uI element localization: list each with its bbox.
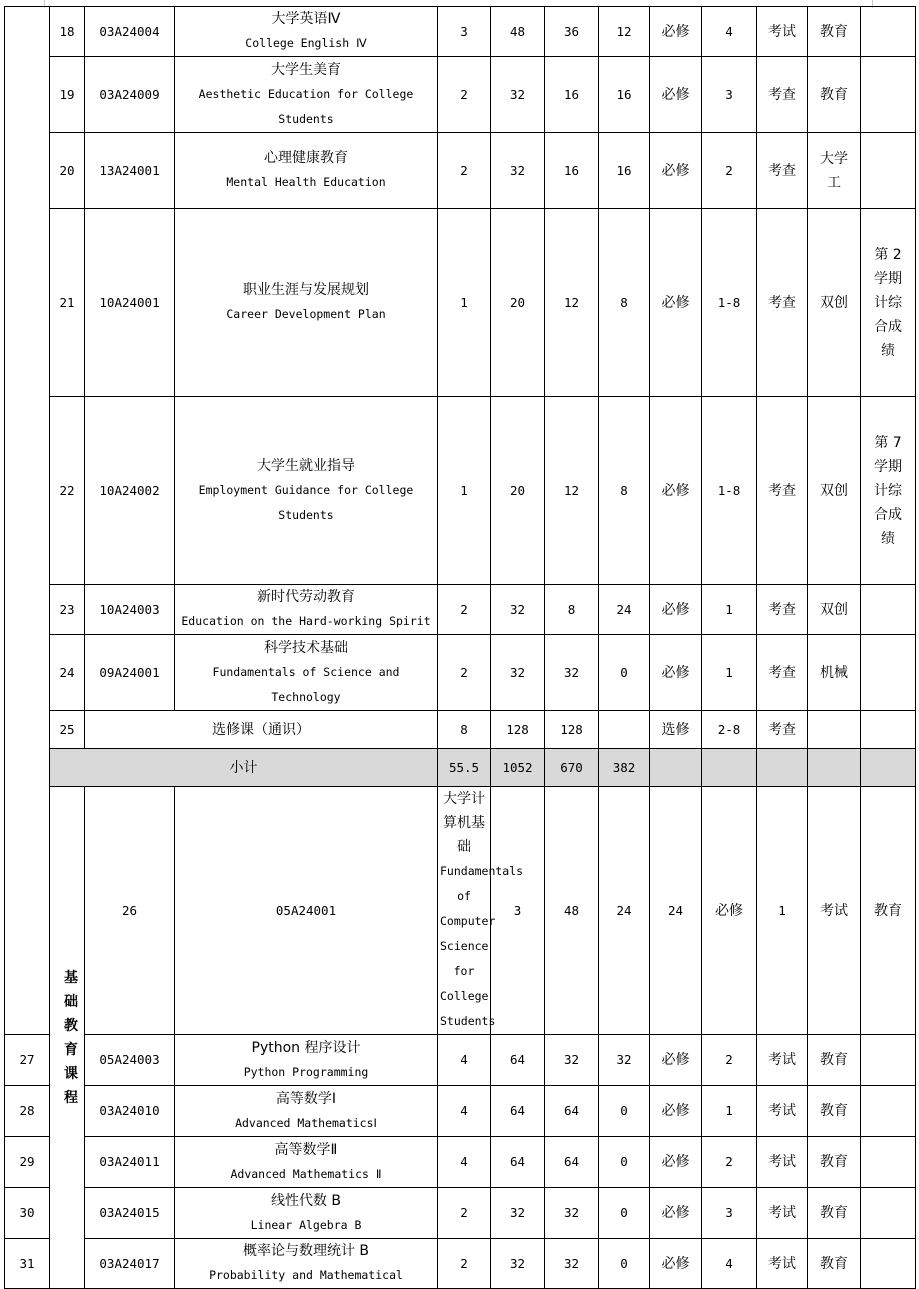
note: [861, 7, 916, 57]
theory-hours: 24: [599, 787, 650, 1035]
assessment: 考试: [757, 1035, 808, 1086]
course-name-en: Linear Algebra B: [250, 1217, 362, 1232]
theory-hours: 12: [545, 209, 599, 397]
practice-hours: 16: [599, 57, 650, 133]
department: 大学工: [808, 133, 861, 209]
credit: 8: [438, 711, 491, 749]
practice-hours: 0: [599, 1239, 650, 1289]
course-code: 13A24001: [85, 133, 175, 209]
subtotal-row: [5, 749, 916, 787]
theory-hours: 36: [545, 7, 599, 57]
course-name-cn: 新时代劳动教育: [257, 589, 355, 605]
note: [861, 1137, 916, 1188]
row-number: 21: [50, 209, 85, 397]
department: 机械: [808, 635, 861, 711]
course-name: [175, 7, 438, 57]
subtotal-practice: 382: [599, 749, 650, 787]
theory-hours: 16: [545, 133, 599, 209]
row-number: 24: [50, 635, 85, 711]
term: 2: [702, 133, 757, 209]
practice-hours: 24: [599, 585, 650, 635]
credit: 1: [438, 397, 491, 585]
table-row: [5, 1086, 916, 1137]
row-number: 19: [50, 57, 85, 133]
note: [861, 1188, 916, 1239]
table-row: [5, 787, 916, 1035]
practice-hours: 32: [599, 1035, 650, 1086]
term: 1: [757, 787, 808, 1035]
assessment: 考查: [757, 635, 808, 711]
theory-hours: 12: [545, 397, 599, 585]
assessment: 考试: [757, 1188, 808, 1239]
assessment: 考查: [757, 209, 808, 397]
course-code: 09A24001: [85, 635, 175, 711]
row-number: 25: [50, 711, 85, 749]
row-number: 20: [50, 133, 85, 209]
course-code: 03A24015: [85, 1188, 175, 1239]
elective-course-name: 选修课（通识）: [85, 711, 438, 749]
term: 2-8: [702, 711, 757, 749]
course-code: 10A24002: [85, 397, 175, 585]
table-row-elective: [5, 711, 916, 749]
assessment: 考试: [757, 7, 808, 57]
department: 教育: [808, 1137, 861, 1188]
course-type: 必修: [650, 397, 702, 585]
practice-hours: 24: [650, 787, 702, 1035]
subtotal-blank: [702, 749, 757, 787]
course-type: 必修: [650, 1188, 702, 1239]
assessment: 考查: [757, 133, 808, 209]
table-row: [5, 1188, 916, 1239]
course-name: [175, 1035, 438, 1086]
theory-hours: 32: [545, 635, 599, 711]
credit: 4: [438, 1035, 491, 1086]
credit: 4: [438, 1137, 491, 1188]
table-row: [5, 1239, 916, 1289]
credit: 3: [491, 787, 545, 1035]
total-hours: 32: [491, 133, 545, 209]
table-row: [5, 635, 916, 711]
term: 1-8: [702, 397, 757, 585]
department: 教育: [808, 1086, 861, 1137]
assessment: 考试: [757, 1137, 808, 1188]
note: [861, 57, 916, 133]
department: 教育: [808, 1035, 861, 1086]
term: 2: [702, 1137, 757, 1188]
course-type: 必修: [650, 1035, 702, 1086]
note: [861, 585, 916, 635]
course-name: [175, 397, 438, 585]
course-type: 必修: [650, 133, 702, 209]
practice-hours: 8: [599, 209, 650, 397]
row-number: 29: [5, 1137, 50, 1188]
term: 3: [702, 1188, 757, 1239]
term: 1: [702, 635, 757, 711]
table-row: [5, 1035, 916, 1086]
credit: 2: [438, 1239, 491, 1289]
theory-hours: 32: [545, 1239, 599, 1289]
row-number: 30: [5, 1188, 50, 1239]
course-name-cn: 心理健康教育: [264, 150, 348, 166]
course-code: 03A24011: [85, 1137, 175, 1188]
row-number: 27: [5, 1035, 50, 1086]
assessment: 考查: [757, 397, 808, 585]
course-name: [175, 1086, 438, 1137]
course-name-cn: 大学生就业指导: [257, 457, 355, 474]
practice-hours: 0: [599, 1086, 650, 1137]
row-number: 26: [85, 787, 175, 1035]
course-name-cn: 高等数学Ⅱ: [274, 1141, 338, 1158]
course-name-en: Fundamentals of Science and Technology: [212, 664, 400, 704]
course-code: 03A24009: [85, 57, 175, 133]
credit: 1: [438, 209, 491, 397]
course-type: 必修: [702, 787, 757, 1035]
course-name: [175, 1239, 438, 1289]
note: [861, 635, 916, 711]
total-hours: 64: [491, 1035, 545, 1086]
credit: 2: [438, 635, 491, 711]
subtotal-theory: 670: [545, 749, 599, 787]
row-number: 22: [50, 397, 85, 585]
course-name-cn: Python 程序设计: [251, 1039, 361, 1056]
assessment: 考试: [808, 787, 861, 1035]
course-code: 03A24004: [85, 7, 175, 57]
theory-hours: 8: [545, 585, 599, 635]
credit: 2: [438, 1188, 491, 1239]
subtotal-blank: [757, 749, 808, 787]
course-type: 必修: [650, 635, 702, 711]
total-hours: 32: [491, 1239, 545, 1289]
subtotal-blank: [861, 749, 916, 787]
course-type: 必修: [650, 1239, 702, 1289]
course-name: [175, 57, 438, 133]
term: 2: [702, 1035, 757, 1086]
total-hours: 128: [491, 711, 545, 749]
row-number: 31: [5, 1239, 50, 1289]
course-code: 05A24001: [175, 787, 438, 1035]
theory-hours: 16: [545, 57, 599, 133]
note: 第 7 学期计综合成绩: [861, 397, 916, 585]
course-type: 必修: [650, 7, 702, 57]
table-row: [5, 209, 916, 397]
assessment: 考查: [757, 57, 808, 133]
table-row: [5, 133, 916, 209]
group-label-text: 基础教育课程: [64, 969, 78, 1106]
term: 1: [702, 585, 757, 635]
practice-hours: 0: [599, 1137, 650, 1188]
table-row: [5, 1137, 916, 1188]
course-name: [175, 1188, 438, 1239]
group-label-cell-a: [5, 7, 50, 1035]
course-name-cn: 概率论与数理统计 B: [242, 1243, 370, 1259]
subtotal-blank: [650, 749, 702, 787]
course-name: [175, 209, 438, 397]
assessment: 考试: [757, 1086, 808, 1137]
course-code: 10A24001: [85, 209, 175, 397]
note: [861, 711, 916, 749]
department: 双创: [808, 209, 861, 397]
note: [861, 1239, 916, 1289]
department: 双创: [808, 397, 861, 585]
course-name-cn: 科学技术基础: [264, 639, 348, 656]
course-name-en: Fundamentals of Computer Science for College Students: [440, 864, 524, 1028]
term: 4: [702, 7, 757, 57]
group-label-basic-education: [50, 787, 85, 1289]
course-name-cn: 大学生美育: [271, 61, 341, 78]
department: 教育: [861, 787, 916, 1035]
course-name-cn: 职业生涯与发展规划: [243, 282, 369, 298]
note: 第 2 学期计综合成绩: [861, 209, 916, 397]
course-name-en: Aesthetic Education for College Students: [198, 86, 414, 126]
course-code: 05A24003: [85, 1035, 175, 1086]
term: 1-8: [702, 209, 757, 397]
total-hours: 32: [491, 635, 545, 711]
department: 教育: [808, 7, 861, 57]
course-name-cn: 大学英语Ⅳ: [271, 11, 341, 27]
credit: 3: [438, 7, 491, 57]
theory-hours: 64: [545, 1137, 599, 1188]
total-hours: 32: [491, 1188, 545, 1239]
total-hours: 48: [491, 7, 545, 57]
curriculum-table: [4, 6, 916, 1289]
course-type: 必修: [650, 209, 702, 397]
theory-hours: 32: [545, 1035, 599, 1086]
credit: 2: [438, 133, 491, 209]
subtotal-label: 小计: [50, 749, 438, 787]
practice-hours: 0: [599, 1188, 650, 1239]
subtotal-hours: 1052: [491, 749, 545, 787]
theory-hours: 64: [545, 1086, 599, 1137]
course-name-en: Probability and Mathematical: [209, 1268, 403, 1282]
course-name-en: Employment Guidance for College Students: [198, 482, 414, 522]
course-code: 03A24017: [85, 1239, 175, 1289]
row-number: 28: [5, 1086, 50, 1137]
practice-hours: 16: [599, 133, 650, 209]
curriculum-table-body: [5, 7, 916, 1289]
assessment: 考试: [757, 1239, 808, 1289]
term: 4: [702, 1239, 757, 1289]
practice-hours: 12: [599, 7, 650, 57]
department: 教育: [808, 1239, 861, 1289]
course-name: [175, 635, 438, 711]
course-name: [175, 133, 438, 209]
total-hours: 64: [491, 1137, 545, 1188]
total-hours: 32: [491, 585, 545, 635]
theory-hours: 32: [545, 1188, 599, 1239]
practice-hours: 0: [599, 635, 650, 711]
department: 教育: [808, 57, 861, 133]
department: 双创: [808, 585, 861, 635]
table-row: [5, 7, 916, 57]
row-number: 23: [50, 585, 85, 635]
credit: 2: [438, 57, 491, 133]
course-name: [438, 787, 524, 1035]
term: 1: [702, 1086, 757, 1137]
total-hours: 48: [545, 787, 599, 1035]
subtotal-credit: 55.5: [438, 749, 491, 787]
practice-hours: [599, 711, 650, 749]
course-name-en: Career Development Plan: [226, 307, 386, 321]
course-code: 03A24010: [85, 1086, 175, 1137]
course-name: [175, 585, 438, 635]
course-name-cn: 线性代数 B: [270, 1192, 342, 1209]
assessment: 考查: [757, 711, 808, 749]
note: [861, 133, 916, 209]
theory-hours: 128: [545, 711, 599, 749]
course-type: 必修: [650, 1086, 702, 1137]
department: 教育: [808, 1188, 861, 1239]
course-type: 必修: [650, 585, 702, 635]
table-row: [5, 585, 916, 635]
assessment: 考查: [757, 585, 808, 635]
term: 3: [702, 57, 757, 133]
course-code: 10A24003: [85, 585, 175, 635]
total-hours: 64: [491, 1086, 545, 1137]
course-name-en: College English Ⅳ: [245, 36, 367, 50]
course-type: 必修: [650, 1137, 702, 1188]
total-hours: 20: [491, 209, 545, 397]
table-row: [5, 57, 916, 133]
row-number: 18: [50, 7, 85, 57]
department: [808, 711, 861, 749]
total-hours: 32: [491, 57, 545, 133]
note: [861, 1035, 916, 1086]
practice-hours: 8: [599, 397, 650, 585]
note: [861, 1086, 916, 1137]
table-row: [5, 397, 916, 585]
course-name-cn: 高等数学Ⅰ: [275, 1090, 337, 1107]
course-name-en: Education on the Hard-working Spirit: [181, 614, 431, 628]
course-type: 必修: [650, 57, 702, 133]
course-name: [175, 1137, 438, 1188]
course-name-en: Advanced Mathematics Ⅱ: [230, 1166, 382, 1181]
course-name-en: Python Programming: [243, 1064, 369, 1079]
total-hours: 20: [491, 397, 545, 585]
subtotal-blank: [808, 749, 861, 787]
course-name-cn: 大学计算机基础: [443, 791, 485, 855]
course-name-en: Advanced MathematicsⅠ: [235, 1115, 377, 1130]
credit: 4: [438, 1086, 491, 1137]
course-type: 选修: [650, 711, 702, 749]
course-name-en: Mental Health Education: [226, 175, 386, 189]
credit: 2: [438, 585, 491, 635]
